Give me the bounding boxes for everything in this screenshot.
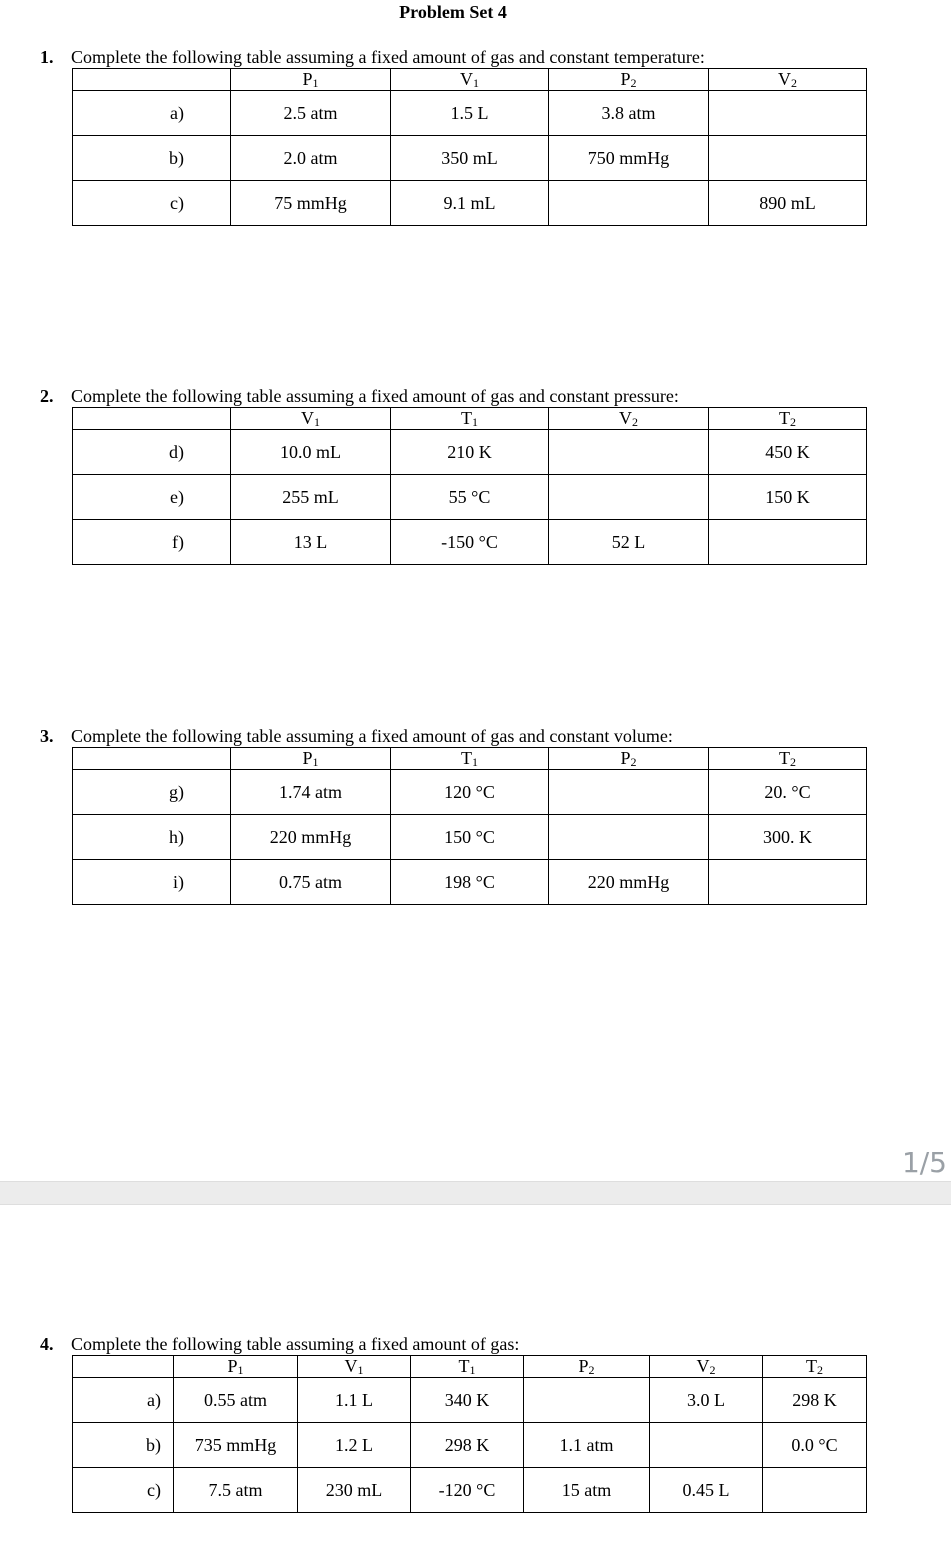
header-cell: $V_2$ [709,69,867,91]
page-divider [0,1181,951,1205]
header-corner [73,408,231,430]
table-row [73,181,867,226]
table-cell[interactable]: 3.0 L [650,1378,763,1423]
table-cell[interactable]: -150 °C [391,520,549,565]
header-row [73,748,867,770]
header-row [73,69,867,91]
table-cell[interactable]: 750 mmHg [549,136,709,181]
table-cell[interactable]: -120 °C [411,1468,524,1513]
row-label: c) [73,1468,174,1513]
question-number: 3. [40,726,54,746]
header-corner [73,748,231,770]
table-cell[interactable] [549,181,709,226]
table-row [73,770,867,815]
table-cell[interactable]: 0.0 °C [763,1423,867,1468]
table-cell[interactable]: 230 mL [298,1468,411,1513]
table-cell[interactable]: 300. K [709,815,867,860]
table-cell[interactable]: 2.0 atm [231,136,391,181]
table-cell[interactable]: 255 mL [231,475,391,520]
table-cell[interactable]: 75 mmHg [231,181,391,226]
table-row [73,1423,867,1468]
page-indicator: 1/5 [901,1146,947,1179]
header-corner [73,1356,174,1378]
header-row [73,408,867,430]
header-cell: $P_2$ [524,1356,650,1378]
question-line [40,47,705,67]
table-cell[interactable]: 9.1 mL [391,181,549,226]
problem-table [72,747,867,905]
table-cell[interactable] [650,1423,763,1468]
table-cell[interactable]: 1.5 L [391,91,549,136]
table-cell[interactable] [549,815,709,860]
table-cell[interactable] [549,430,709,475]
table-cell[interactable]: 15 atm [524,1468,650,1513]
table-cell[interactable]: 13 L [231,520,391,565]
problem-table [72,1355,867,1513]
table-cell[interactable]: 52 L [549,520,709,565]
table-cell[interactable] [763,1468,867,1513]
table-row [73,91,867,136]
question-text: Complete the following table assuming a fixed amount of gas and constant volume: [71,726,673,746]
table-cell[interactable]: 220 mmHg [549,860,709,905]
page-title: Problem Set 4 [399,2,507,22]
table-cell[interactable]: 0.75 atm [231,860,391,905]
problem-table [72,68,867,226]
table-row [73,136,867,181]
header-cell: $P_1$ [174,1356,298,1378]
table-cell[interactable]: 2.5 atm [231,91,391,136]
table-cell[interactable] [709,136,867,181]
row-label: g) [73,770,231,815]
table-cell[interactable]: 350 mL [391,136,549,181]
header-cell: $P_2$ [549,69,709,91]
table-row [73,520,867,565]
header-cell: $V_1$ [391,69,549,91]
table-cell[interactable]: 735 mmHg [174,1423,298,1468]
row-label: b) [73,1423,174,1468]
question-number: 4. [40,1334,54,1354]
question-line [40,1334,519,1354]
question-line [40,386,679,406]
table-cell[interactable]: 150 K [709,475,867,520]
header-cell: $T_1$ [391,408,549,430]
table-cell[interactable]: 1.74 atm [231,770,391,815]
table-cell[interactable] [549,770,709,815]
table-cell[interactable]: 210 K [391,430,549,475]
table-cell[interactable] [524,1378,650,1423]
table-cell[interactable] [709,860,867,905]
table-cell[interactable]: 20. °C [709,770,867,815]
table-cell[interactable]: 3.8 atm [549,91,709,136]
question-number: 1. [40,47,54,67]
table-row [73,475,867,520]
table-cell[interactable]: 1.1 L [298,1378,411,1423]
header-cell: $P_1$ [231,748,391,770]
table-cell[interactable]: 10.0 mL [231,430,391,475]
row-label: a) [73,91,231,136]
table-cell[interactable] [709,91,867,136]
table-cell[interactable]: 298 K [411,1423,524,1468]
header-cell: $V_1$ [298,1356,411,1378]
row-label: h) [73,815,231,860]
row-label: i) [73,860,231,905]
row-label: d) [73,430,231,475]
header-cell: $V_2$ [650,1356,763,1378]
row-label: a) [73,1378,174,1423]
table-cell[interactable]: 1.2 L [298,1423,411,1468]
table-cell[interactable]: 0.45 L [650,1468,763,1513]
table-cell[interactable]: 1.1 atm [524,1423,650,1468]
header-cell: $T_2$ [709,748,867,770]
table-cell[interactable]: 220 mmHg [231,815,391,860]
table-cell[interactable]: 0.55 atm [174,1378,298,1423]
header-row [73,1356,867,1378]
header-cell: $T_1$ [411,1356,524,1378]
question-text: Complete the following table assuming a fixed amount of gas: [71,1334,520,1354]
table-cell[interactable]: 150 °C [391,815,549,860]
table-cell[interactable]: 7.5 atm [174,1468,298,1513]
table-cell[interactable]: 890 mL [709,181,867,226]
table-row [73,430,867,475]
header-cell: $T_2$ [709,408,867,430]
question-number: 2. [40,386,54,406]
header-corner [73,69,231,91]
table-cell[interactable]: 340 K [411,1378,524,1423]
row-label: e) [73,475,231,520]
table-cell[interactable]: 298 K [763,1378,867,1423]
table-cell[interactable]: 120 °C [391,770,549,815]
header-cell: $V_1$ [231,408,391,430]
header-cell: $V_2$ [549,408,709,430]
question-line [40,726,673,746]
table-cell[interactable] [709,520,867,565]
table-cell[interactable]: 55 °C [391,475,549,520]
header-cell: $T_1$ [391,748,549,770]
table-row [73,860,867,905]
table-cell[interactable]: 450 K [709,430,867,475]
header-cell: $P_2$ [549,748,709,770]
question-text: Complete the following table assuming a fixed amount of gas and constant pressure: [71,386,679,406]
row-label: f) [73,520,231,565]
table-cell[interactable]: 198 °C [391,860,549,905]
row-label: b) [73,136,231,181]
table-row [73,815,867,860]
table-row [73,1378,867,1423]
table-row [73,1468,867,1513]
question-text: Complete the following table assuming a fixed amount of gas and constant temperature: [71,47,705,67]
table-cell[interactable] [549,475,709,520]
problem-table [72,407,867,565]
header-cell: $T_2$ [763,1356,867,1378]
row-label: c) [73,181,231,226]
header-cell: $P_1$ [231,69,391,91]
